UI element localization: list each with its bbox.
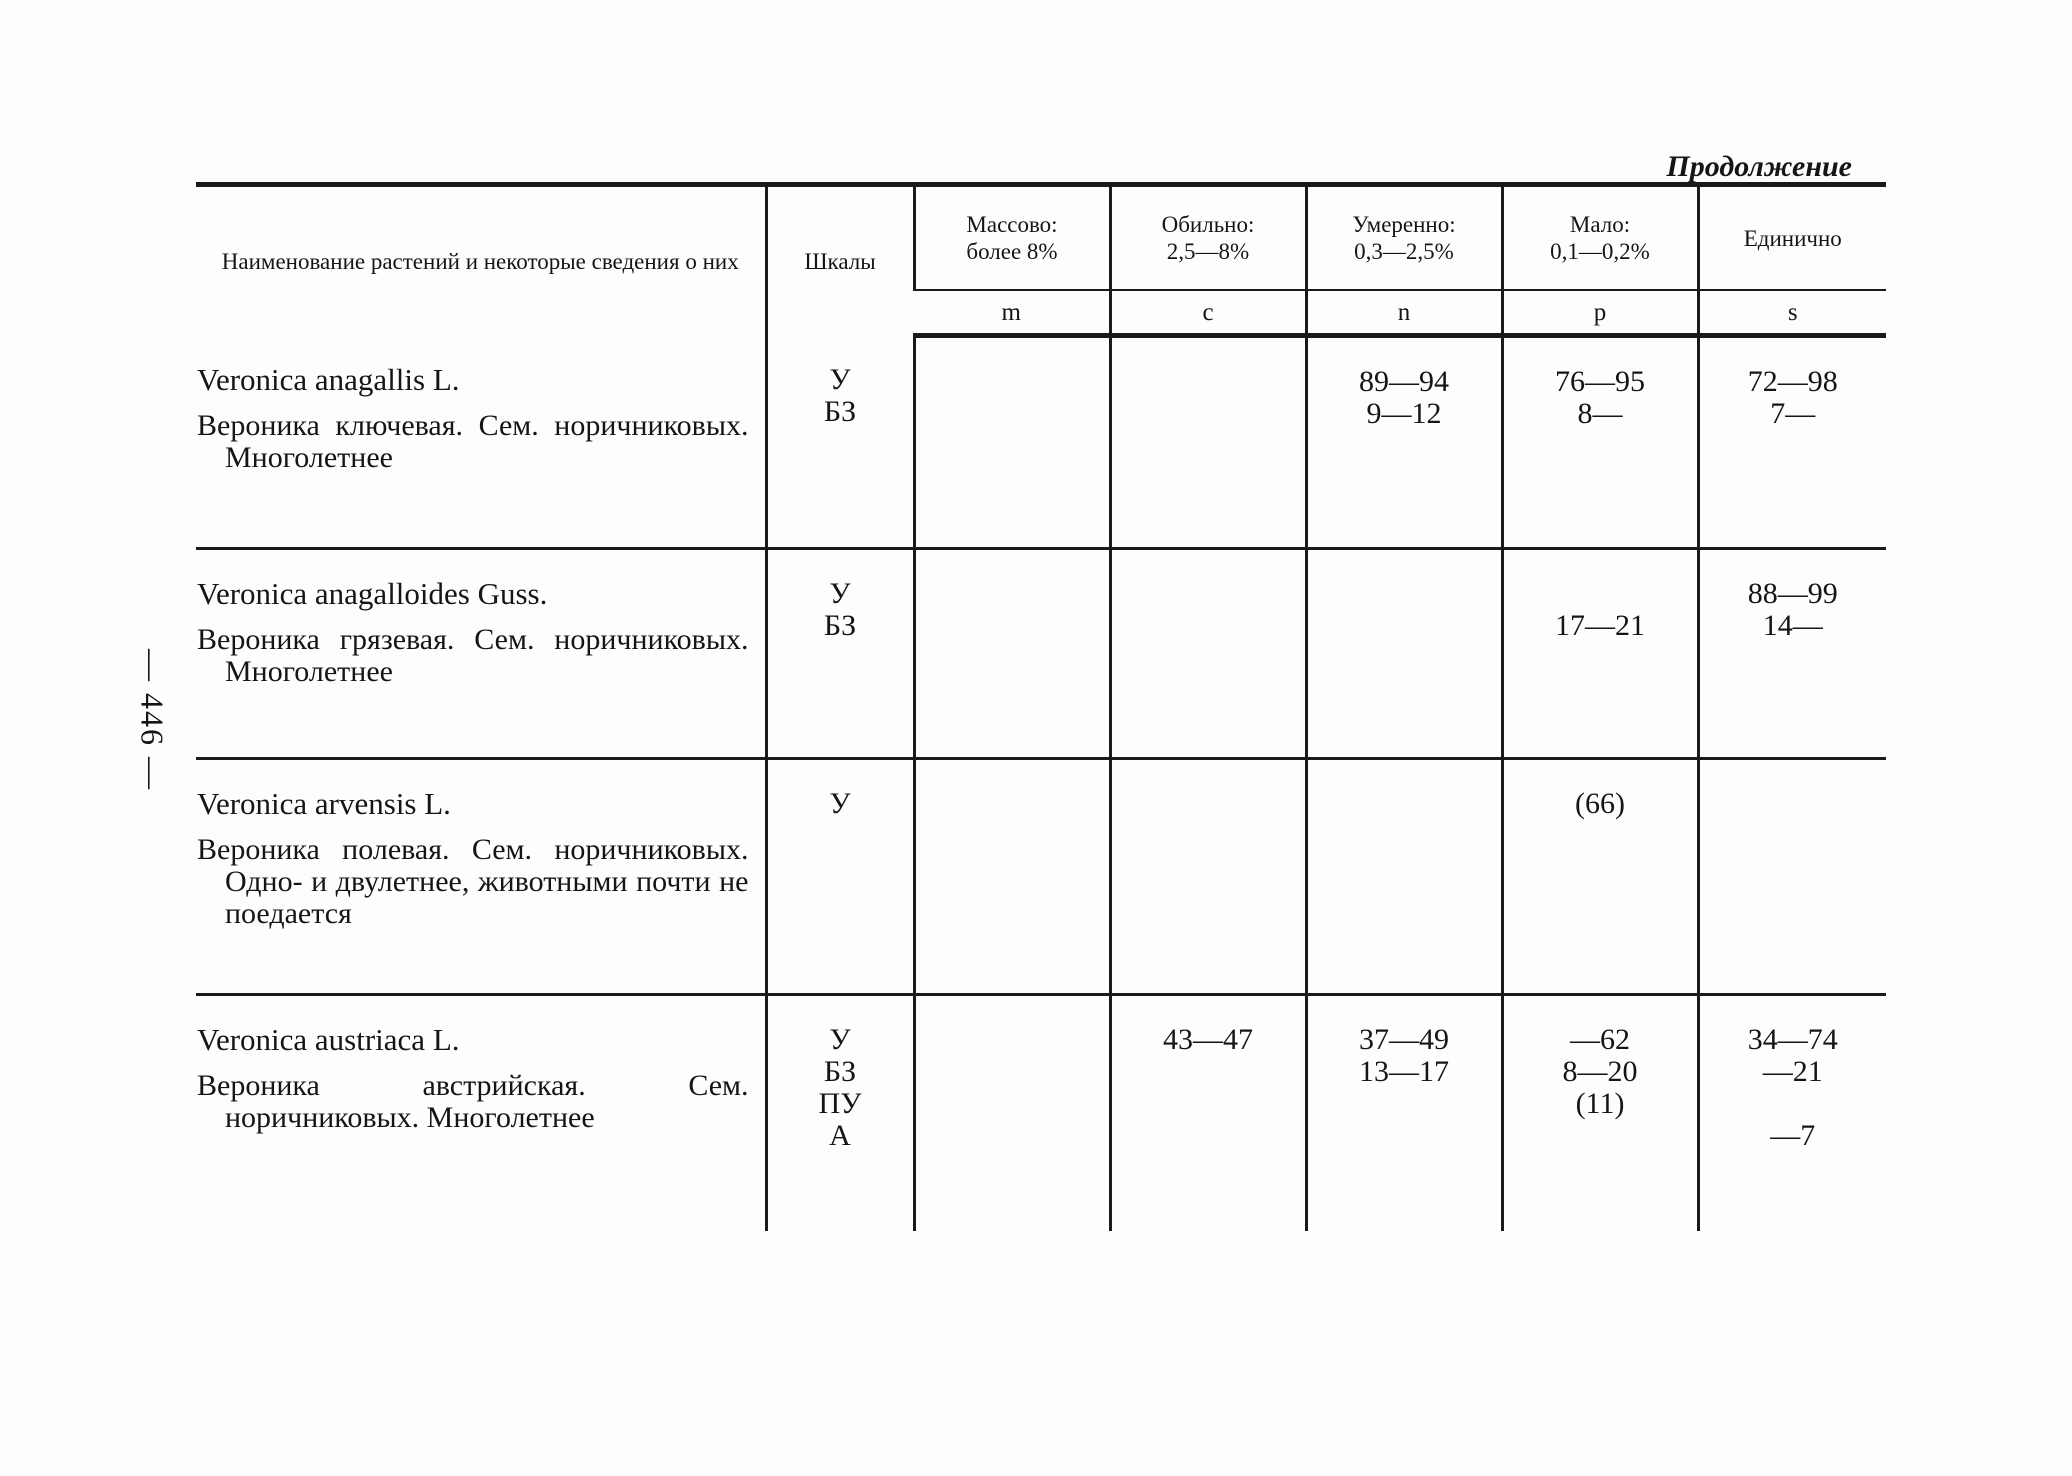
cell-value: ПУ bbox=[818, 1087, 862, 1120]
cell-value: 8—20 bbox=[1562, 1055, 1638, 1088]
continuation-label: Продолжение bbox=[1666, 150, 1852, 183]
cell-value: У bbox=[829, 1023, 851, 1056]
header-scales: Шкалы bbox=[766, 185, 914, 336]
abundance-n-cell bbox=[1306, 759, 1502, 995]
plant-name-cell bbox=[196, 549, 766, 759]
plant-description: Вероника ключевая. Сем. норичниковых. Многолетнее bbox=[197, 408, 749, 474]
plant-name-cell bbox=[196, 336, 766, 549]
cell-value: (66) bbox=[1575, 787, 1625, 820]
latin-name: Veronica anagallis L. bbox=[197, 361, 460, 397]
table-row bbox=[196, 549, 1886, 759]
abundance-p-cell bbox=[1502, 995, 1698, 1232]
cell-value: БЗ bbox=[823, 394, 857, 428]
cell-value: У bbox=[829, 362, 851, 396]
abundance-c-cell bbox=[1110, 995, 1306, 1232]
table-row bbox=[196, 995, 1886, 1232]
plant-description: Вероника полевая. Сем. норичниковых. Одно- и двулетнее, животными почти не поедается bbox=[197, 833, 749, 930]
abundance-n-cell bbox=[1306, 336, 1502, 549]
header-name: Наименование растений и некоторые сведения о них bbox=[196, 185, 766, 336]
cell-value: 14— bbox=[1762, 609, 1823, 642]
plant-name-cell bbox=[196, 759, 766, 995]
cell-value: 72—98 bbox=[1747, 365, 1838, 398]
latin-name: Veronica austriaca L. bbox=[197, 1022, 460, 1057]
cell-value: У bbox=[829, 577, 851, 610]
cell-value: 17—21 bbox=[1555, 609, 1645, 642]
cell-value: БЗ bbox=[823, 609, 857, 642]
abundance-s-cell bbox=[1698, 995, 1886, 1232]
header-abundance-c: Обильно: 2,5—8% bbox=[1110, 185, 1306, 291]
plant-abundance-table bbox=[196, 182, 1886, 1231]
cell-value: (11) bbox=[1575, 1087, 1625, 1120]
plant-description: Вероника грязевая. Сем. норичниковых. Многолетнее bbox=[197, 623, 749, 688]
abundance-s-cell bbox=[1698, 336, 1886, 549]
latin-name: Veronica anagalloides Guss. bbox=[197, 576, 548, 611]
abundance-c-cell bbox=[1110, 549, 1306, 759]
header-code-s: s bbox=[1698, 290, 1886, 336]
cell-value: 89—94 bbox=[1359, 365, 1449, 398]
header-code-n: n bbox=[1306, 290, 1502, 336]
cell-value: —7 bbox=[1770, 1119, 1816, 1152]
scales-cell bbox=[766, 549, 914, 759]
table-header bbox=[196, 185, 1886, 336]
abundance-m-cell bbox=[914, 759, 1110, 995]
cell-value: —21 bbox=[1762, 1055, 1823, 1088]
abundance-p-cell bbox=[1502, 549, 1698, 759]
scales-cell bbox=[766, 336, 914, 549]
abundance-m-cell bbox=[914, 336, 1110, 549]
cell-value: 43—47 bbox=[1163, 1023, 1253, 1056]
cell-value: 8— bbox=[1577, 397, 1623, 430]
abundance-m-cell bbox=[914, 995, 1110, 1232]
abundance-p-cell bbox=[1502, 759, 1698, 995]
cell-value: —62 bbox=[1570, 1023, 1630, 1056]
cell-value: 37—49 bbox=[1359, 1023, 1449, 1056]
table-row bbox=[196, 759, 1886, 995]
cell-value: 7— bbox=[1770, 397, 1816, 430]
header-abundance-m: Массово: более 8% bbox=[914, 185, 1110, 291]
scales-cell bbox=[766, 759, 914, 995]
abundance-n-cell bbox=[1306, 995, 1502, 1232]
cell-value: 13—17 bbox=[1359, 1055, 1449, 1088]
cell-value: У bbox=[829, 787, 851, 820]
plant-description: Вероника австрийская. Сем. норичниковых. Многолетнее bbox=[197, 1069, 749, 1134]
plant-name-cell bbox=[196, 995, 766, 1232]
cell-value: 76—95 bbox=[1555, 365, 1645, 398]
cell-value: БЗ bbox=[823, 1055, 857, 1088]
header-abundance-s: Единично bbox=[1698, 185, 1886, 291]
page-number: — 446 — bbox=[134, 649, 171, 791]
cell-value: 88—99 bbox=[1747, 577, 1838, 610]
abundance-n-cell bbox=[1306, 549, 1502, 759]
abundance-m-cell bbox=[914, 549, 1110, 759]
abundance-s-cell bbox=[1698, 759, 1886, 995]
header-code-c: c bbox=[1110, 290, 1306, 336]
latin-name: Veronica arvensis L. bbox=[197, 786, 451, 821]
header-code-m: m bbox=[914, 290, 1110, 336]
cell-value: 9—12 bbox=[1366, 397, 1442, 430]
cell-value bbox=[1505, 578, 1696, 610]
abundance-p-cell bbox=[1502, 336, 1698, 549]
table-body bbox=[196, 336, 1886, 1232]
cell-value bbox=[1701, 1088, 1886, 1120]
abundance-c-cell bbox=[1110, 336, 1306, 549]
header-abundance-n: Умеренно: 0,3—2,5% bbox=[1306, 185, 1502, 291]
cell-value: 34—74 bbox=[1747, 1023, 1838, 1056]
cell-value: А bbox=[829, 1119, 851, 1152]
header-abundance-p: Мало: 0,1—0,2% bbox=[1502, 185, 1698, 291]
scales-cell bbox=[766, 995, 914, 1232]
table-row bbox=[196, 336, 1886, 549]
header-code-p: p bbox=[1502, 290, 1698, 336]
abundance-s-cell bbox=[1698, 549, 1886, 759]
abundance-c-cell bbox=[1110, 759, 1306, 995]
